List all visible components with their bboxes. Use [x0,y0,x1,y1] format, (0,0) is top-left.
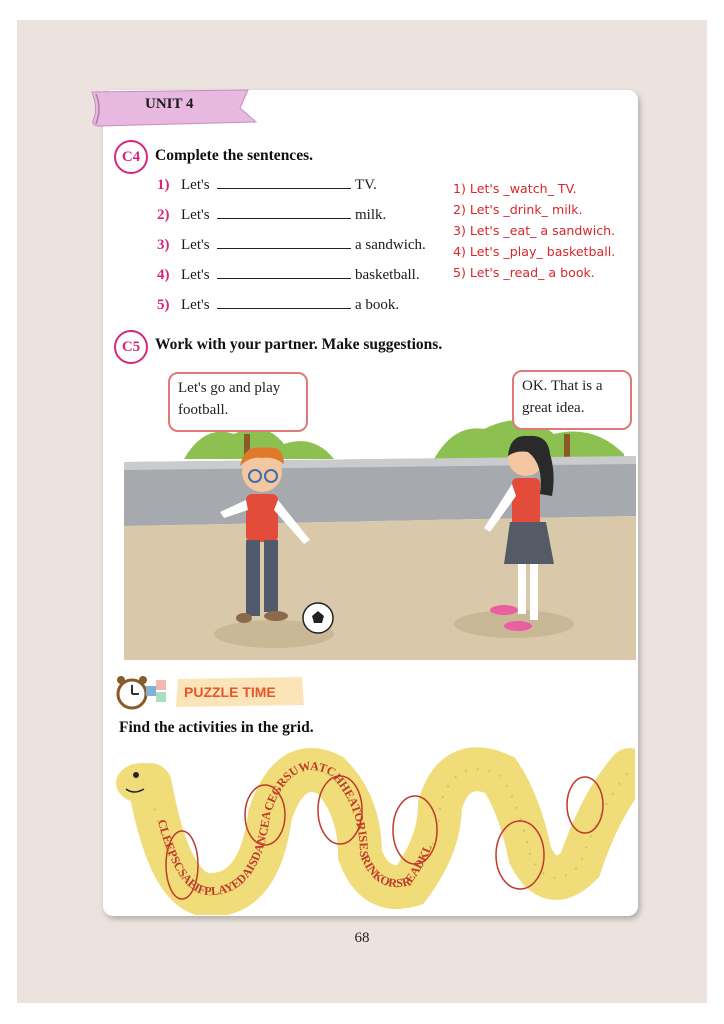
c4-instruction: Complete the sentences. [155,147,313,164]
girl-speech-bubble [512,370,632,430]
alarm-clock-puzzle-icon [112,672,172,712]
bubble-line: football. [178,402,229,418]
sentence-end: TV. [355,177,377,193]
item-number: 2) [157,207,170,223]
bubble-line: great idea. [522,400,585,416]
sentence-end: a book. [355,297,400,313]
football [303,603,333,633]
sentence-end: basketball. [355,267,420,283]
sentence-end: milk. [355,207,387,223]
bubble-line: Let's go and play [178,380,281,396]
answer-blank[interactable] [217,207,351,219]
handwritten-answers [453,178,615,283]
sentence-row [157,177,377,194]
sentence-start: Let's [181,297,210,313]
sentence-start: Let's [181,267,210,283]
sentence-row [157,297,399,314]
item-number: 1) [157,177,170,193]
answer-line: 3) Let's _eat_ a sandwich. [453,223,616,238]
boy-speech-bubble [168,372,308,432]
c5-instruction: Work with your partner. Make suggestions. [155,336,443,353]
answer-line: 1) Let's _watch_ TV. [453,181,577,196]
answer-blank[interactable] [217,237,351,249]
page-number: 68 [354,930,370,946]
item-number: 4) [157,267,170,283]
sentence-start: Let's [181,177,210,193]
item-number: 3) [157,237,170,253]
puzzle-title: PUZZLE TIME [184,684,276,700]
puzzle-instruction: Find the activities in the grid. [119,719,314,736]
answer-blank[interactable] [217,267,351,279]
bubble-line: OK. That is a [522,378,603,394]
sentence-end: a sandwich. [355,237,426,253]
item-number: 5) [157,297,170,313]
snake-word-search[interactable] [110,745,635,915]
c5-badge: C5 [114,330,148,364]
answer-line: 2) Let's _drink_ milk. [453,202,583,217]
c4-badge: C4 [114,140,148,174]
sentence-start: Let's [181,207,210,223]
playground-illustration [124,404,636,660]
unit-label: UNIT 4 [145,96,194,112]
sentence-row [157,237,426,254]
answer-line: 4) Let's _play_ basketball. [453,244,616,259]
answer-blank[interactable] [217,297,351,309]
answer-blank[interactable] [217,177,351,189]
sentence-row [157,207,386,224]
sentence-start: Let's [181,237,210,253]
sentence-row [157,267,420,284]
answer-line: 5) Let's _read_ a book. [453,265,595,280]
snake-letters: CLEEPSCSAEIFPLAYEDAISDANCEACEGRSUWATCHHEATORISESRINKORSREADKL [154,758,435,899]
